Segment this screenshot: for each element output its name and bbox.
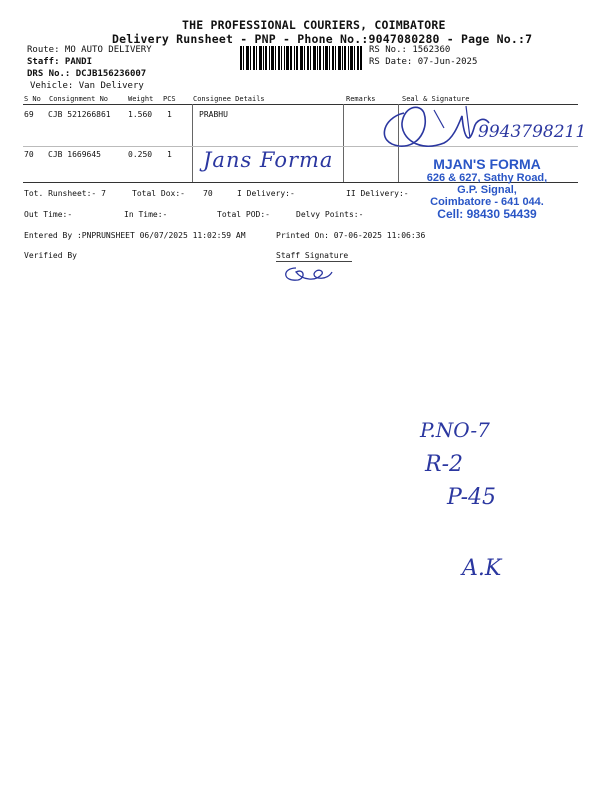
row-sno: 70 (24, 150, 34, 159)
in-time: In Time:- (124, 210, 168, 219)
col-header-remarks: Remarks (346, 95, 376, 103)
i-delivery: I Delivery:- (237, 189, 295, 198)
rs-date: RS Date: 07-Jun-2025 (369, 57, 478, 67)
company-title: THE PROFESSIONAL COURIERS, COIMBATORE (182, 18, 446, 32)
stamp-line1: 626 & 627, Sathy Road, (426, 172, 548, 184)
printed-on: Printed On: 07-06-2025 11:06:36 (276, 231, 426, 240)
route-label: Route: MO AUTO DELIVERY (27, 45, 152, 55)
handwritten-initials: A.K (462, 556, 502, 581)
col-header-pcs: PCS (163, 95, 176, 103)
row-weight: 1.560 (128, 110, 153, 119)
rs-number: RS No.: 1562360 (369, 45, 451, 55)
staff-label: Staff: PANDI (27, 57, 93, 67)
ii-delivery: II Delivery:- (346, 189, 409, 198)
company-stamp (402, 156, 572, 220)
staff-signature-scribble (276, 262, 336, 284)
col-header-sno: S No (24, 95, 41, 103)
runsheet-title: Delivery Runsheet - PNP - Phone No.:9047080280 - Page No.:7 (112, 32, 533, 46)
total-pod: Total POD:- (217, 210, 270, 219)
row-consignment: CJB 521266861 (48, 110, 111, 119)
stamp-line4: Cell: 98430 54439 (437, 207, 537, 221)
entered-by: Entered By :PNPRUNSHEET 06/07/2025 11:02:59 AM (24, 231, 246, 240)
stamp-line3: Coimbatore - 641 044. (430, 196, 544, 208)
handwritten-consignee-name: Jans Forma (203, 148, 334, 172)
total-dox-value: 70 (203, 189, 213, 198)
row-pcs: 1 (167, 150, 172, 159)
col-header-seal: Seal & Signature (402, 95, 470, 103)
total-runsheet: Tot. Runsheet:- 7 (24, 189, 106, 198)
col-header-consignment: Consignment No (49, 95, 109, 103)
handwritten-phone: 9943798211 (478, 122, 587, 142)
vehicle-label: Vehicle: Van Delivery (30, 81, 144, 91)
row-weight: 0.250 (128, 150, 153, 159)
handwritten-note-r: R-2 (425, 452, 463, 477)
delvy-points: Delvy Points:- (296, 210, 364, 219)
staff-signature-label: Staff Signature (276, 251, 349, 260)
stamp-line2: G.P. Signal, (457, 184, 517, 196)
handwritten-note-page: P.NO-7 (420, 418, 490, 442)
drs-number: DRS No.: DCJB156236007 (27, 69, 147, 79)
row-sno: 69 (24, 110, 34, 119)
barcode-image (240, 46, 362, 70)
row-pcs: 1 (167, 110, 172, 119)
col-header-consignee: Consignee Details (193, 95, 265, 103)
out-time: Out Time:- (24, 210, 73, 219)
stamp-name: MJAN'S FORMA (433, 156, 541, 172)
col-header-weight: Weight (128, 95, 154, 103)
row-consignment: CJB 1669645 (48, 150, 101, 159)
total-dox-label: Total Dox:- (132, 189, 185, 198)
col-divider (192, 104, 193, 182)
verified-by: Verified By (24, 251, 77, 260)
col-divider (343, 104, 344, 182)
row-consignee: PRABHU (199, 110, 228, 119)
handwritten-note-p: P-45 (447, 485, 497, 510)
